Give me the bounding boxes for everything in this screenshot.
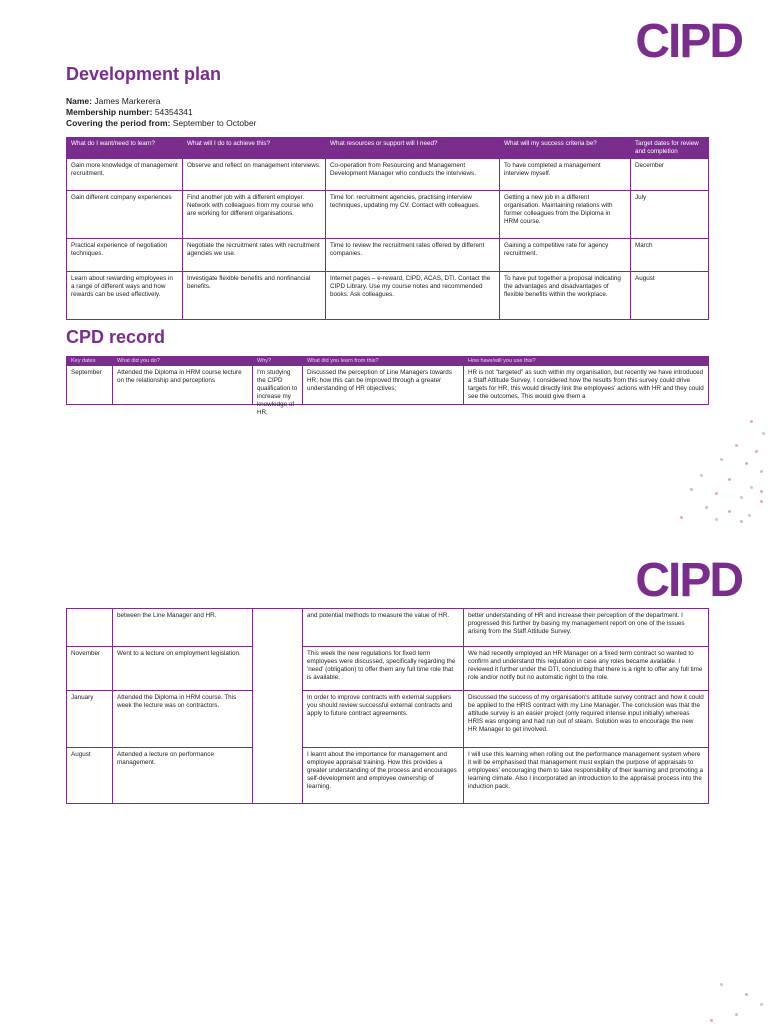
period-line: [66, 118, 256, 129]
decorative-dot: [720, 983, 723, 986]
dp-header: What resources or support will I need?: [326, 138, 500, 159]
decorative-dot: [760, 470, 763, 473]
decorative-dot: [735, 1013, 738, 1016]
table-cell: Practical experience of negotiation techniques.: [67, 239, 183, 272]
table-cell: We had recently employed an HR Manager on a fixed term contract so wanted to confirm and understand this regulation in case any roles became available. I reviewed it further under the DTI, concluding that there is a right to offer any full time role and/or notify but no automatic right to the role.: [464, 647, 709, 691]
name-line: [66, 96, 256, 107]
table-cell: [253, 609, 303, 804]
table-cell: Negotiate the recruitment rates with recruitment agencies we use.: [183, 239, 326, 272]
table-row: [67, 647, 709, 691]
table-cell: Gaining a competitive rate for agency recruitment.: [500, 239, 631, 272]
decorative-dot: [700, 474, 703, 477]
table-row: [67, 366, 709, 405]
table-cell: Getting a new job in a different organisation. Maintaining relations with former colleagues from the Diploma in HRM course.: [500, 191, 631, 239]
cell-text: Attended the Diploma in HRM course lecture on the relationship and perceptions: [117, 369, 242, 384]
table-cell: [67, 366, 113, 405]
table-cell: November: [67, 647, 113, 691]
development-plan-title: Development plan: [66, 64, 222, 84]
decorative-dot: [715, 492, 718, 495]
decorative-dot: [690, 488, 693, 491]
table-cell: I will use this learning when rolling out the performance management system where it will be emphasised that management must explain the purpose of appraisals to employees' encouraging them to take responsibility of their learning and promoting a learning climate. Also I incorporated an introduction to the appraisal process into the induction pack.: [464, 748, 709, 804]
cpd-record-title: CPD record: [66, 327, 166, 347]
cell-text: HR is not "targeted" as such within my organisation, but recently we have introduced a Staff Attitude Survey. I considered how the results from this survey could drive targets for HR, this would directly link the employees' actions with HR and they could see the outcomes. This would give them a: [468, 369, 704, 400]
cpd-record-table: [66, 356, 709, 416]
table-cell: Attended the Diploma in HRM course. This week the lecture was on contractors.: [113, 691, 253, 748]
table-cell: Gain more knowledge of management recruitment.: [67, 159, 183, 191]
decorative-dot: [715, 518, 718, 521]
cpd-header: What did you do?: [113, 357, 253, 366]
decorative-dot: [750, 420, 753, 423]
membership-value: 54354341: [154, 107, 193, 117]
table-cell: Investigate flexible benefits and nonfinancial benefits.: [183, 272, 326, 320]
table-row: [67, 609, 709, 647]
table-cell: August: [67, 748, 113, 804]
cpd-header: What did you learn from this?: [303, 357, 464, 366]
membership-label: Membership number:: [66, 107, 153, 117]
table-cell: Gain different company experiences: [67, 191, 183, 239]
table-cell: This week the new regulations for fixed term employees were discussed, specifically regarding the 'need' (obligation) to offer them any full time role that is available.: [303, 647, 464, 691]
table-cell: July: [631, 191, 709, 239]
table-cell: [464, 366, 709, 405]
cpd-header: Why?: [253, 357, 303, 366]
table-cell: Discussed the success of my organisation's attitude survey contract and how it could be applied to the HRIS contract with my Line Manager. The conclusion was that the attitude survey is an easier project (only required intense input initially) whereas HRIS was ongoing and had run out of steam. Solution was to encourage the new HR Manager to get involved.: [464, 691, 709, 748]
cell-text: I'm studying the CIPD qualification to increase my knowledge of HR.: [257, 369, 298, 416]
table-cell: Time for: recruitment agencies, practising interview techniques, updating my CV. Contact with colleagues.: [326, 191, 500, 239]
decorative-dot: [760, 490, 763, 493]
cipd-logo: CIPD: [635, 15, 742, 68]
table-cell: and potential methods to measure the value of HR.: [303, 609, 464, 647]
decorative-dot: [748, 514, 751, 517]
cell-text: September: [71, 369, 102, 376]
decorative-dot: [755, 450, 758, 453]
table-cell: between the Line Manager and HR.: [113, 609, 253, 647]
table-row: [67, 272, 709, 320]
decorative-dot: [762, 432, 765, 435]
table-cell: Co-operation from Resourcing and Management Development Manager who conducts the interviews.: [326, 159, 500, 191]
table-cell: Attended a lecture on performance management.: [113, 748, 253, 804]
table-cell: Internet pages – e-reward, CIPD, ACAS, DTI. Contact the CIPD Library. Use my course notes and recommended books. Ask colleagues.: [326, 272, 500, 320]
decorative-dot: [728, 478, 731, 481]
table-cell: Learn about rewarding employees in a range of different ways and how rewards can be used effectively.: [67, 272, 183, 320]
decorative-dot: [705, 506, 708, 509]
table-cell: To have completed a management interview myself.: [500, 159, 631, 191]
table-cell: Observe and reflect on management interviews.: [183, 159, 326, 191]
period-value: September to October: [172, 118, 257, 128]
decorative-dot: [680, 516, 683, 519]
table-cell: [253, 366, 303, 416]
cpd-header: How have/will you use this?: [464, 357, 709, 366]
table-cell: To have put together a proposal indicating the advantages and disadvantages of flexible benefits within the workplace.: [500, 272, 631, 320]
decorative-dot: [735, 444, 738, 447]
table-row: [67, 691, 709, 748]
decorative-dot: [740, 496, 743, 499]
decorative-dot: [745, 993, 748, 996]
cell-text: Discussed the perception of Line Managers towards HR; how this can be improved through a greater understanding of HR objectives;: [307, 369, 452, 392]
table-cell: March: [631, 239, 709, 272]
dp-header: What do I want/need to learn?: [67, 138, 183, 159]
table-cell: August: [631, 272, 709, 320]
table-cell: Went to a lecture on employment legislation.: [113, 647, 253, 691]
decorative-dot: [760, 1003, 763, 1006]
table-row: [67, 191, 709, 239]
dp-header: What will I do to achieve this?: [183, 138, 326, 159]
name-value: James Markerera: [94, 96, 161, 106]
name-label: Name:: [66, 96, 92, 106]
table-cell: Time to review the recruitment rates offered by different companies.: [326, 239, 500, 272]
table-row: [67, 159, 709, 191]
table-cell: Find another job with a different employer. Network with colleagues from my course who are working for different organisations.: [183, 191, 326, 239]
table-cell: January: [67, 691, 113, 748]
development-plan-table: [66, 137, 709, 320]
dp-header: What will my success criteria be?: [500, 138, 631, 159]
table-cell: [113, 366, 253, 405]
table-cell: In order to improve contracts with external suppliers you should review successful external contracts and apply to future contract agreements.: [303, 691, 464, 748]
table-row: [67, 239, 709, 272]
decorative-dot: [760, 500, 763, 503]
decorative-dot: [710, 1019, 713, 1022]
table-cell: better understanding of HR and increase their perception of the department. I progressed this further by basing my management report on one of the issues arising from the Staff Attitude Survey.: [464, 609, 709, 647]
decorative-dot: [750, 486, 753, 489]
period-label: Covering the period from:: [66, 118, 171, 128]
table-row: [67, 748, 709, 804]
table-cell: [303, 366, 464, 405]
dp-header: Target dates for review and completion: [631, 138, 709, 159]
decorative-dot: [728, 510, 731, 513]
decorative-dot: [745, 462, 748, 465]
table-cell: [67, 609, 113, 647]
membership-line: [66, 107, 256, 118]
member-details: [66, 96, 256, 129]
table-cell: December: [631, 159, 709, 191]
cipd-logo: CIPD: [635, 554, 742, 607]
cpd-record-continued-table: [66, 608, 709, 804]
cpd-header: Key dates: [67, 357, 113, 366]
table-cell: I learnt about the importance for management and employee appraisal training. How this provides a greater understanding of the process and encourages self-development and employee ownership of learning.: [303, 748, 464, 804]
decorative-dot: [720, 458, 723, 461]
